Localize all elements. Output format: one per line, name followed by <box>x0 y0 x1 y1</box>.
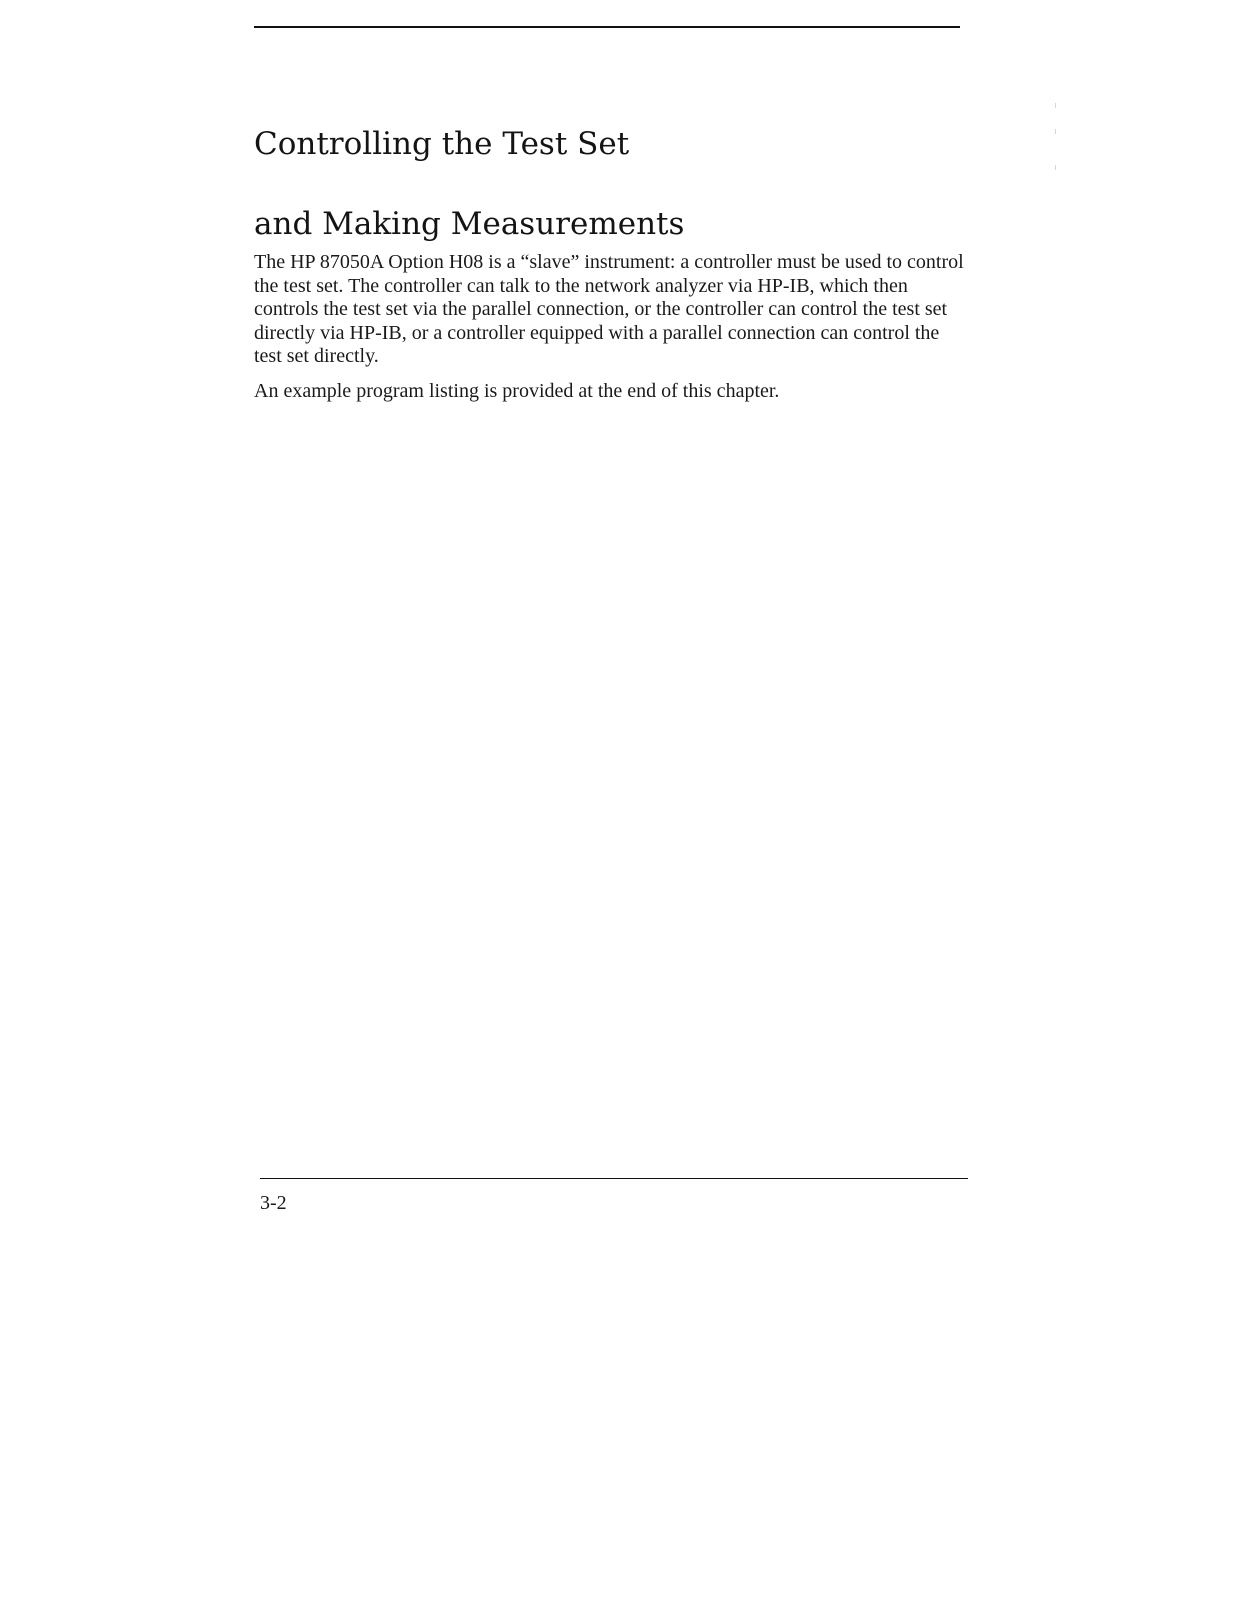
chapter-title-line-2: and Making Measurements <box>254 206 685 242</box>
page-number: 3-2 <box>260 1192 287 1214</box>
footer-rule <box>260 1178 968 1179</box>
chapter-title-line-1: Controlling the Test Set <box>254 126 630 162</box>
header-rule <box>254 26 960 28</box>
body-text <box>254 251 964 414</box>
margin-marks <box>1055 95 1058 185</box>
intro-paragraph: The HP 87050A Option H08 is a “slave” instrument: a controller must be used to control the test set. The controller can talk to the network analyzer via HP-IB, which then controls the test set via the parallel connection, or the controller can control the test set directly via HP-IB, or a controller equipped with a parallel connection can control the test set directly. <box>254 251 964 367</box>
example-note-paragraph: An example program listing is provided at the end of this chapter. <box>254 379 780 402</box>
